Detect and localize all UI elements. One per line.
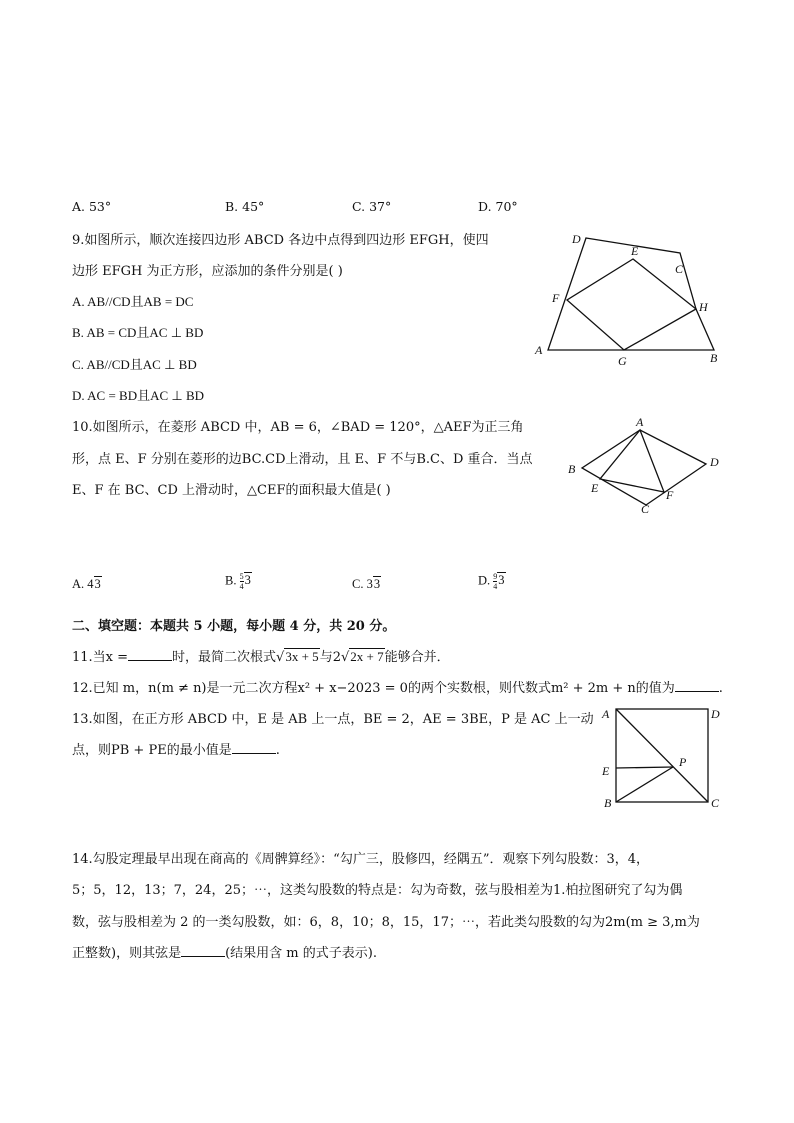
q9-label-g: G bbox=[618, 354, 627, 368]
q10-label-a: A bbox=[636, 415, 644, 429]
q10-stem-line2: 形，点 E、F 分别在菱形的边BC.CD上滑动，且 E、F 不与B.C、D 重合．当点 bbox=[72, 452, 533, 467]
q10-option-d: D. $\frac{9}{4}$ 3 bbox=[478, 572, 505, 591]
q8-option-c: C. 37° bbox=[352, 199, 392, 214]
q14-stem-line4: 正整数)，则其弦是 (结果用含 m 的式子表示). bbox=[72, 946, 377, 961]
q9-stem-line1: 9.如图所示，顺次连接四边形 ABCD 各边中点得到四边形 EFGH，使四 bbox=[72, 233, 489, 248]
q8-option-a: A. 53° bbox=[72, 199, 112, 214]
q13-label-c: C bbox=[711, 796, 720, 810]
q10-option-b: B. $\frac{5}{4}$ 3 bbox=[225, 572, 251, 591]
q10-label-f: F bbox=[666, 488, 674, 502]
q14-stem-line3: 数，弦与股相差为 2 的一类勾股数，如：6，8，10；8，15，17；⋯，若此类勾股数的勾为2m(m ≥ 3,m为 bbox=[72, 915, 700, 930]
q8-option-b: B. 45° bbox=[225, 199, 265, 214]
q13-label-a: A bbox=[602, 707, 610, 721]
q10-label-e: E bbox=[591, 481, 599, 495]
section2-heading: 二、填空题：本题共 5 小题，每小题 4 分，共 20 分。 bbox=[72, 619, 396, 634]
q9-label-e: E bbox=[631, 244, 639, 258]
q9-label-a: A bbox=[535, 343, 543, 357]
q10-option-c: C. 33 bbox=[352, 577, 381, 591]
q9-option-d: D. AC = BD且AC ⊥ BD bbox=[72, 388, 205, 403]
q10-label-d: D bbox=[710, 455, 719, 469]
q10-option-a: A. 43 bbox=[72, 577, 101, 591]
q9-label-d: D bbox=[572, 232, 581, 246]
q8-option-d: D. 70° bbox=[478, 199, 518, 214]
q9-quadrilateral-figure bbox=[530, 228, 730, 368]
q13-stem-line1: 13.如图，在正方形 ABCD 中，E 是 AB 上一点，BE = 2，AE = 3BE，P 是 AC 上一动 bbox=[72, 712, 594, 727]
q9-label-b: B bbox=[710, 351, 718, 365]
q13-label-p: P bbox=[679, 755, 687, 769]
q9-label-c: C bbox=[675, 262, 684, 276]
q14-answer-blank bbox=[181, 944, 225, 957]
q9-stem-line2: 边形 EFGH 为正方形，应添加的条件分别是( ) bbox=[72, 264, 343, 279]
q10-stem-line3: E、F 在 BC、CD 上滑动时，△CEF的面积最大值是( ) bbox=[72, 483, 391, 498]
q9-option-c: C. AB//CD且AC ⊥ BD bbox=[72, 357, 197, 372]
q14-stem-line2: 5；5，12，13；7，24，25；⋯，这类勾股数的特点是：勾为奇数，弦与股相差为1.柏拉图研究了勾为偶 bbox=[72, 883, 683, 898]
q9-label-h: H bbox=[699, 300, 708, 314]
q10-label-b: B bbox=[568, 462, 576, 476]
q9-label-f: F bbox=[552, 291, 560, 305]
q11-answer-blank bbox=[128, 648, 172, 661]
q13-square-figure bbox=[596, 700, 731, 815]
q10-stem-line1: 10.如图所示，在菱形 ABCD 中，AB = 6，∠BAD = 120°，△AEF为正三角 bbox=[72, 420, 524, 435]
q10-label-c: C bbox=[641, 502, 650, 516]
q11-stem: 11.当x = 时，最简二次根式√3x + 5与2√2x + 7能够合并． bbox=[72, 649, 450, 665]
q9-option-a: A. AB//CD且AB = DC bbox=[72, 294, 194, 309]
q9-option-b: B. AB = CD且AC ⊥ BD bbox=[72, 325, 204, 340]
q12-stem: 12.已知 m，n(m ≠ n)是一元二次方程x² + x−2023 = 0的两个实数根，则代数式m² + 2m + n的值为 . bbox=[72, 681, 723, 696]
q13-stem-line2: 点，则PB + PE的最小值是 . bbox=[72, 743, 280, 758]
q10-rhombus-figure bbox=[560, 410, 740, 520]
q13-answer-blank bbox=[232, 741, 276, 754]
q13-label-e: E bbox=[602, 764, 610, 778]
q13-label-d: D bbox=[711, 707, 720, 721]
q13-label-b: B bbox=[604, 796, 612, 810]
q12-answer-blank bbox=[675, 679, 719, 692]
q14-stem-line1: 14.勾股定理最早出现在商高的《周髀算经》：“勾广三，股修四，经隅五”．观察下列勾股数：3，4， bbox=[72, 852, 650, 867]
